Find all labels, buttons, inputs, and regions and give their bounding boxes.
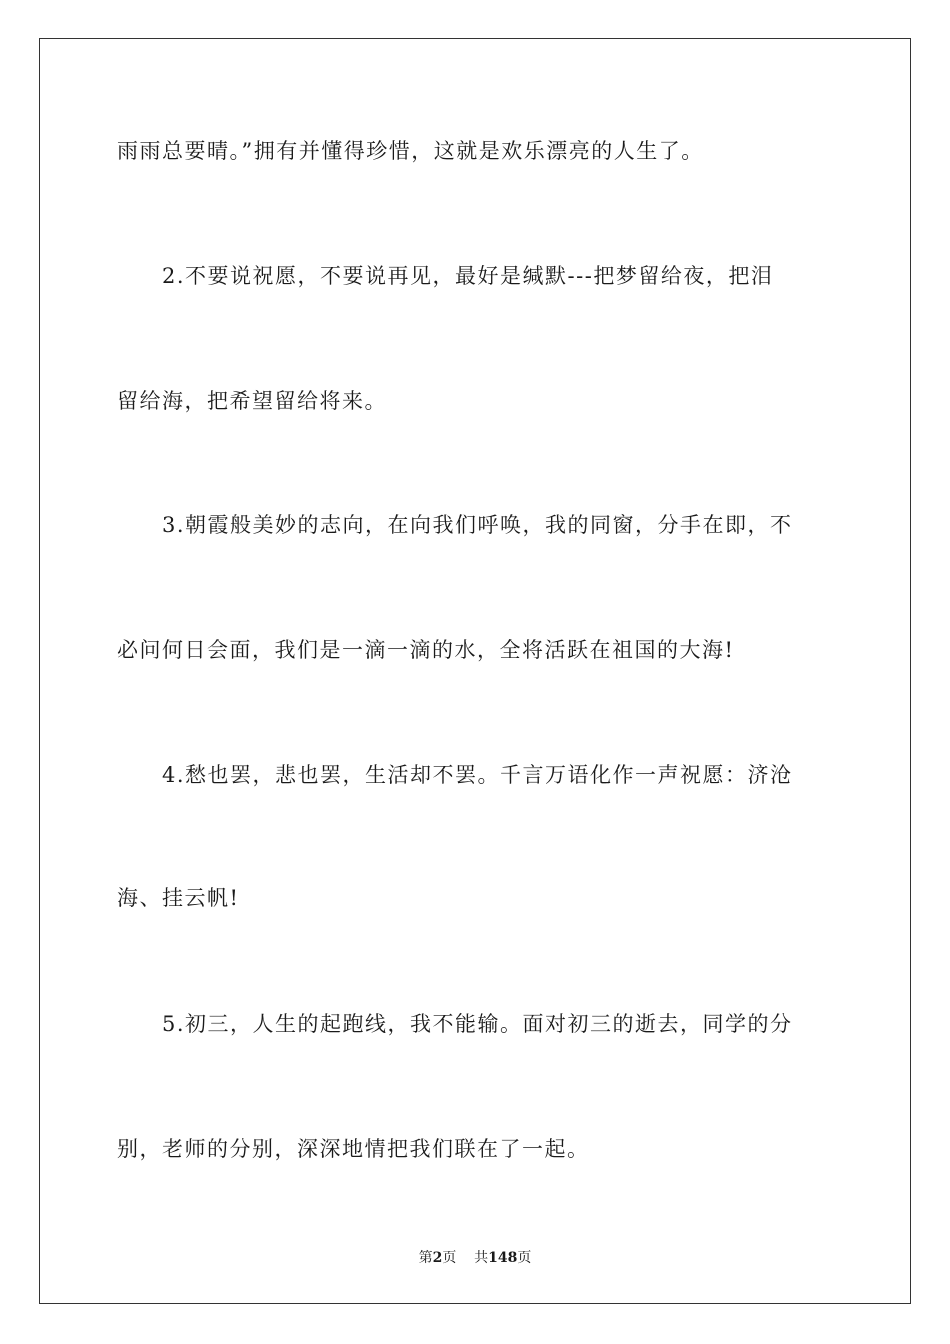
text-line-5: 必问何日会面，我们是一滴一滴的水，全将活跃在祖国的大海!	[117, 638, 735, 662]
text-line-6: 4.愁也罢，悲也罢，生活却不罢。千言万语化作一声祝愿：济沧	[162, 763, 793, 787]
page-footer	[0, 1248, 950, 1268]
text-line-9: 别，老师的分别，深深地情把我们联在了一起。	[117, 1137, 590, 1161]
page-frame	[39, 38, 911, 1304]
total-pages: 148	[488, 1250, 518, 1266]
text-line-2: 2.不要说祝愿，不要说再见，最好是缄默---把梦留给夜，把泪	[162, 264, 774, 288]
total-suffix: 页	[517, 1250, 532, 1266]
page-suffix: 页	[442, 1250, 457, 1266]
text-line-1: 雨雨总要晴。”拥有并懂得珍惜，这就是欢乐漂亮的人生了。	[117, 139, 704, 163]
text-line-3: 留给海，把希望留给将来。	[117, 389, 387, 413]
page-number: 2	[432, 1250, 443, 1266]
text-line-4: 3.朝霞般美妙的志向，在向我们呼唤，我的同窗，分手在即，不	[162, 513, 793, 537]
text-line-8: 5.初三，人生的起跑线，我不能输。面对初三的逝去，同学的分	[162, 1012, 793, 1036]
total-prefix: 共	[474, 1250, 489, 1266]
page-prefix: 第	[418, 1250, 433, 1266]
text-line-7: 海、挂云帆!	[117, 886, 240, 910]
